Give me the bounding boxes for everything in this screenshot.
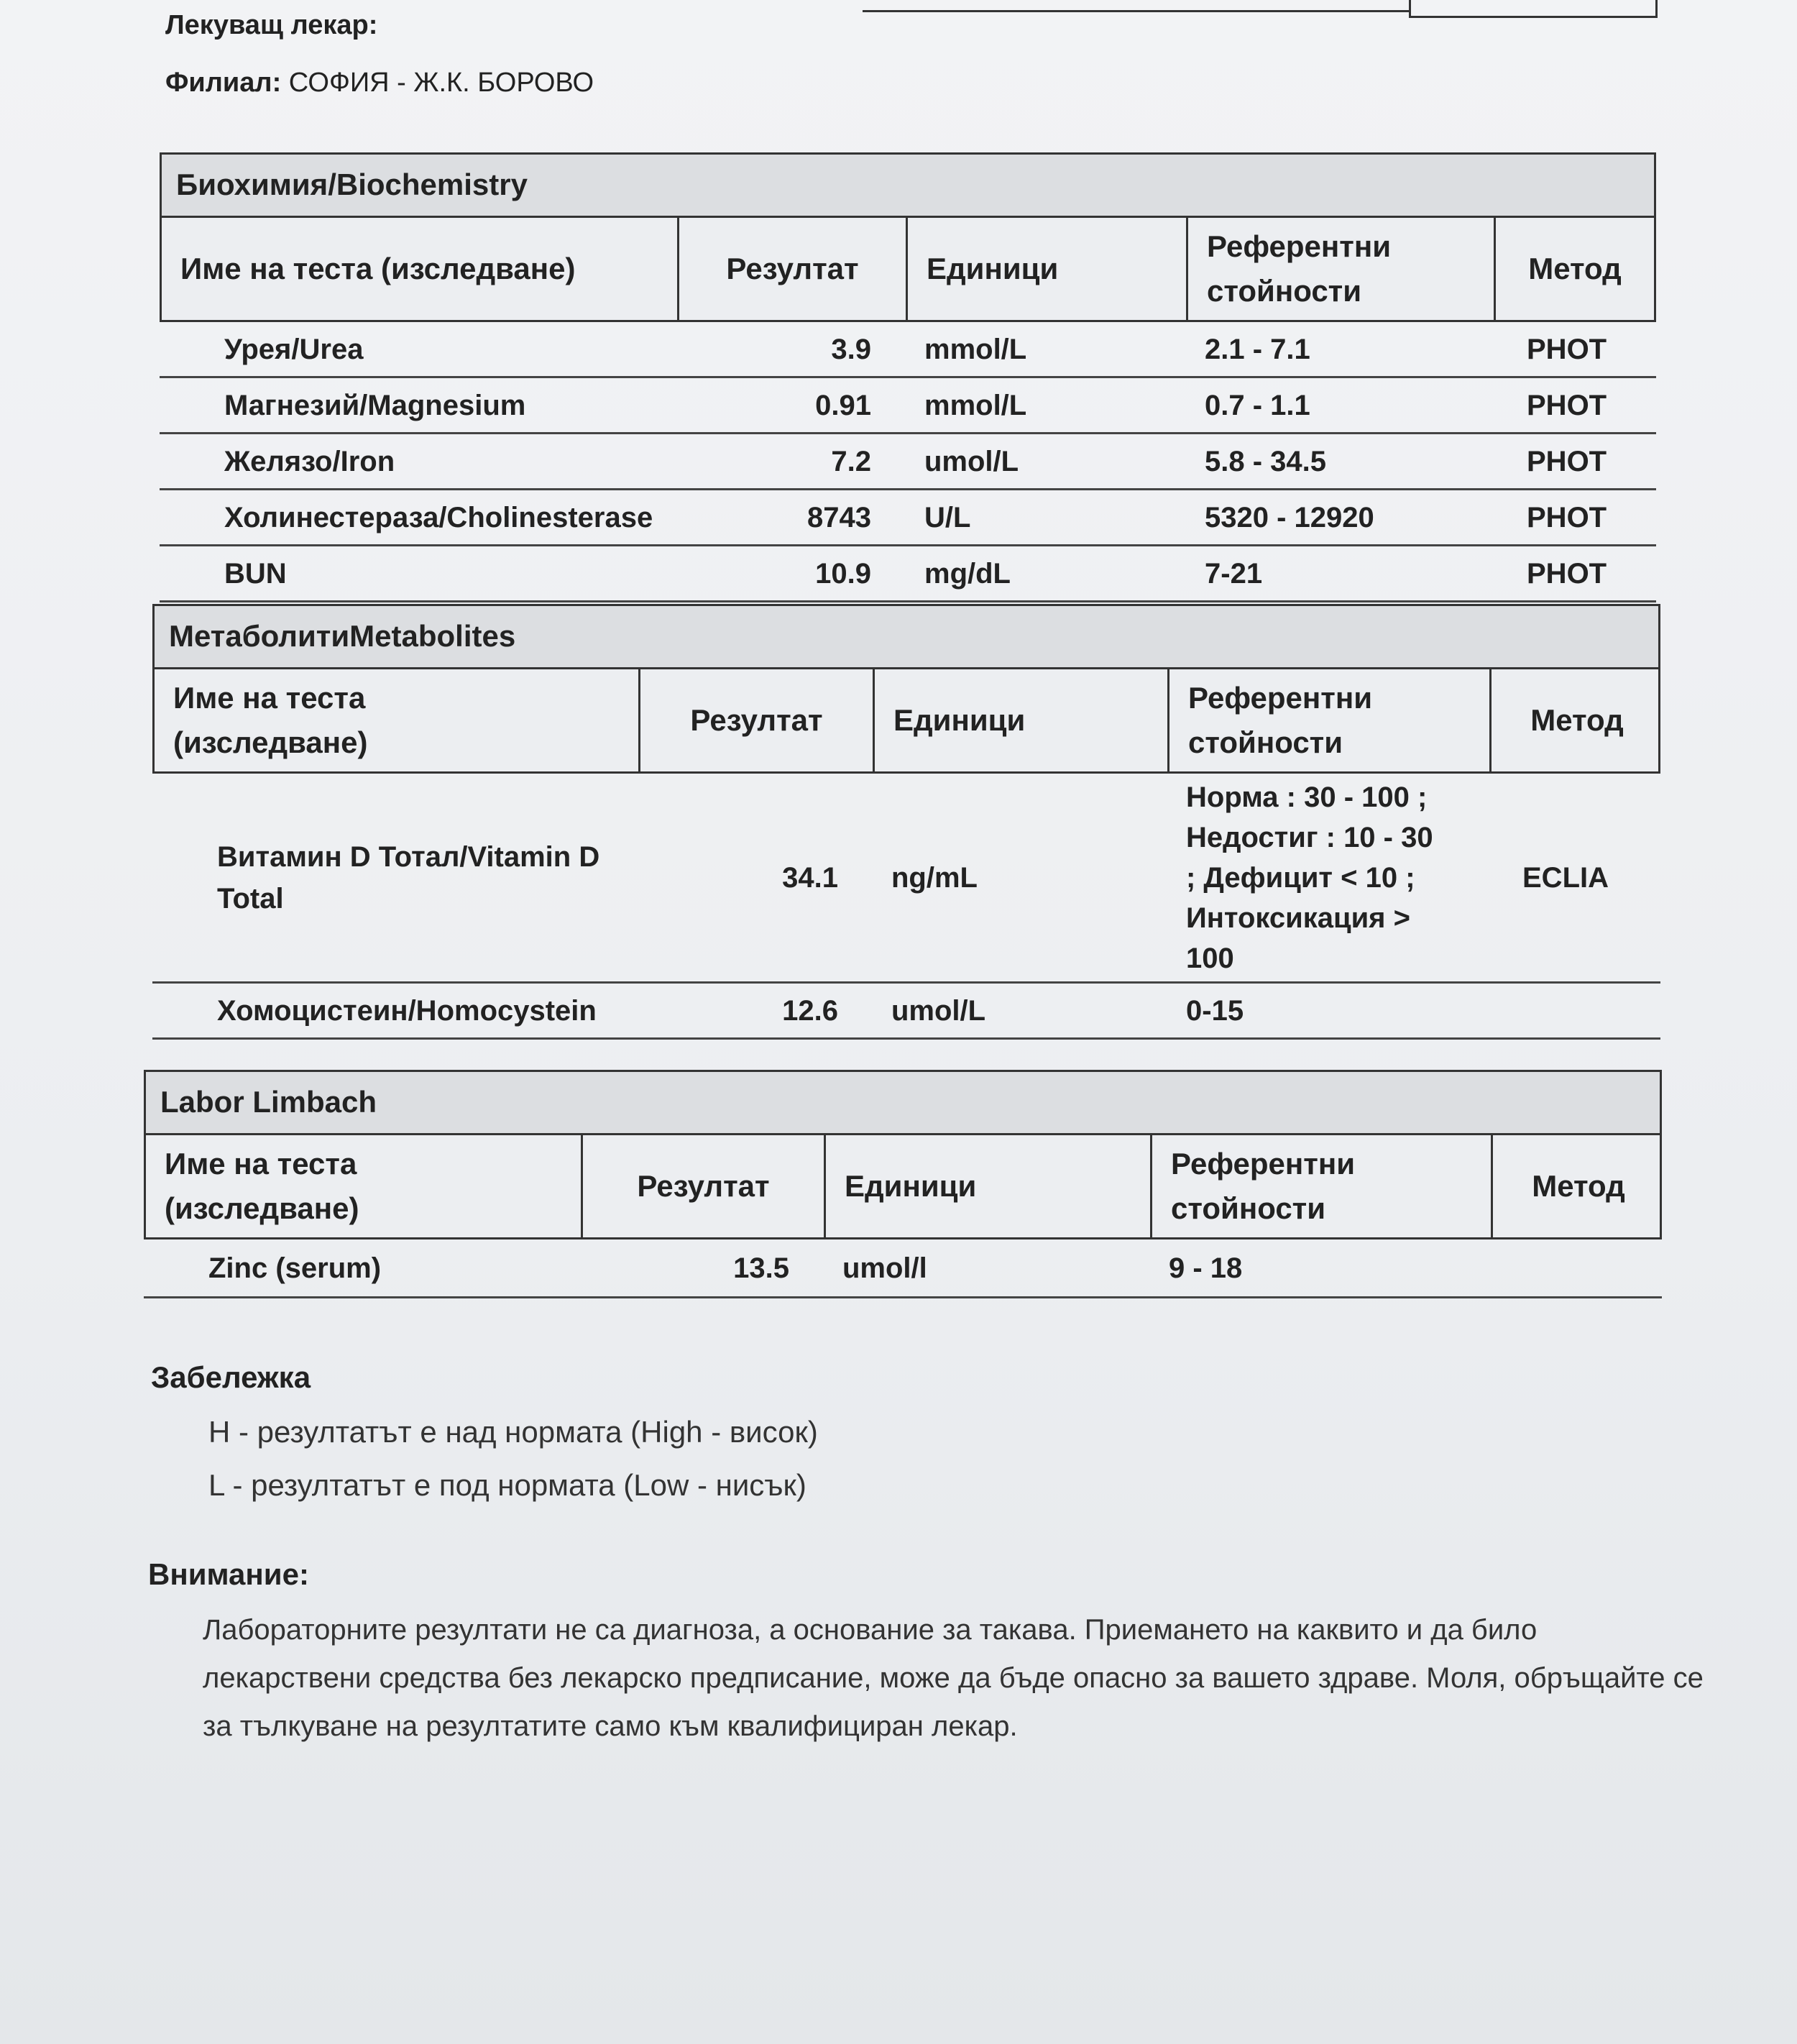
test-units: mg/dL	[924, 557, 1011, 590]
table-header	[144, 1133, 1662, 1239]
ref-line: 100	[1186, 942, 1234, 974]
col-result: Резултат	[583, 1135, 826, 1237]
col-units: Единици	[826, 1135, 1152, 1237]
test-name-line2: Total	[217, 882, 284, 915]
table-row	[160, 546, 1656, 602]
test-method: PHOT	[1527, 389, 1607, 421]
col-ref	[1169, 669, 1492, 771]
test-ref	[1167, 777, 1489, 979]
col-ref	[1188, 218, 1496, 320]
test-ref: 0.7 - 1.1	[1205, 389, 1310, 421]
test-units: U/L	[924, 501, 971, 533]
test-result: 13.5	[733, 1252, 789, 1284]
col-ref-line2: стойности	[1188, 725, 1343, 759]
col-units: Единици	[875, 669, 1169, 771]
test-result: 10.9	[815, 557, 871, 590]
col-units: Единици	[908, 218, 1188, 320]
ref-line: Недостиг : 10 - 30	[1186, 821, 1433, 853]
col-name	[155, 669, 640, 771]
biochemistry-section	[160, 152, 1656, 602]
col-result: Резултат	[640, 669, 875, 771]
col-name-line2: (изследване)	[165, 1191, 359, 1225]
test-name	[152, 836, 638, 920]
test-name: Желязо/Iron	[224, 445, 395, 477]
test-result: 0.91	[815, 389, 871, 421]
table-row	[160, 434, 1656, 490]
table-row	[144, 1239, 1662, 1298]
biochemistry-rows	[160, 322, 1656, 602]
branch-value: СОФИЯ - Ж.К. БОРОВО	[288, 68, 594, 98]
col-name-line2: (изследване)	[173, 725, 368, 759]
notes-title: Забележка	[151, 1360, 311, 1394]
table-row	[152, 984, 1660, 1040]
doctor-label: Лекуващ лекар:	[165, 10, 378, 40]
test-ref: 5.8 - 34.5	[1205, 445, 1327, 477]
test-result: 34.1	[782, 861, 838, 894]
test-ref: 7-21	[1205, 557, 1263, 590]
test-units: ng/mL	[891, 861, 978, 894]
ref-line: Интоксикация >	[1186, 902, 1410, 934]
branch-line	[165, 68, 594, 98]
test-result: 3.9	[831, 333, 871, 365]
test-ref: 0-15	[1186, 994, 1244, 1027]
test-units: umol/L	[924, 445, 1019, 477]
col-method: Метод	[1528, 252, 1622, 285]
section-title: МетаболитиMetabolites	[152, 604, 1660, 667]
note-low: L - резултатът е под нормата (Low - нисък)	[208, 1468, 806, 1502]
table-row	[152, 774, 1660, 984]
top-rule	[863, 10, 1409, 12]
col-result: Резултат	[679, 218, 908, 320]
test-units: umol/L	[891, 994, 986, 1027]
test-name: Zinc (serum)	[208, 1252, 382, 1284]
col-method: Метод	[1532, 1169, 1625, 1203]
test-name: Холинестераза/Cholinesterase	[224, 501, 653, 533]
test-name-line1: Витамин D Тотал/Vitamin D	[217, 840, 600, 873]
col-name-line1: Име на теста	[165, 1147, 357, 1181]
test-units: mmol/L	[924, 389, 1027, 421]
col-ref-line1: Референтни	[1188, 681, 1373, 715]
test-units: umol/l	[842, 1252, 927, 1284]
table-row	[160, 378, 1656, 434]
branch-label: Филиал:	[165, 68, 282, 98]
limbach-section	[144, 1070, 1662, 1298]
test-method: ECLIA	[1522, 861, 1609, 894]
test-name: Хомоцистеин/Homocystein	[217, 994, 597, 1027]
table-row	[160, 322, 1656, 378]
warning-title: Внимание:	[148, 1557, 309, 1591]
table-row	[160, 490, 1656, 546]
test-name: BUN	[224, 557, 287, 590]
col-name	[146, 1135, 583, 1237]
metabolites-section	[152, 604, 1660, 1040]
test-result: 7.2	[831, 445, 871, 477]
col-name-line1: Име на теста	[173, 681, 366, 715]
test-method: PHOT	[1527, 333, 1607, 365]
ref-line: ; Дефицит < 10 ;	[1186, 861, 1415, 894]
test-name: Магнезий/Magnesium	[224, 389, 526, 421]
col-ref	[1152, 1135, 1493, 1237]
test-result: 12.6	[782, 994, 838, 1027]
test-ref: 2.1 - 7.1	[1205, 333, 1310, 365]
test-method: PHOT	[1527, 445, 1607, 477]
top-box	[1409, 0, 1658, 18]
table-header	[152, 667, 1660, 774]
note-high: H - резултатът е над нормата (High - висок)	[208, 1415, 818, 1449]
test-method: PHOT	[1527, 557, 1607, 590]
test-name: Урея/Urea	[224, 333, 364, 365]
col-ref-line2: стойности	[1171, 1191, 1326, 1225]
table-header	[160, 216, 1656, 322]
col-ref-line2: стойности	[1207, 274, 1362, 308]
col-ref-line1: Референтни	[1207, 229, 1392, 263]
section-title: Биохимия/Biochemistry	[160, 152, 1656, 216]
section-title: Labor Limbach	[144, 1070, 1662, 1133]
col-ref-line1: Референтни	[1171, 1147, 1356, 1181]
test-method: PHOT	[1527, 501, 1607, 533]
ref-line: Норма : 30 - 100 ;	[1186, 781, 1428, 813]
test-ref: 5320 - 12920	[1205, 501, 1374, 533]
col-method: Метод	[1530, 703, 1624, 737]
test-result: 8743	[807, 501, 871, 533]
test-units: mmol/L	[924, 333, 1027, 365]
col-name: Име на теста (изследване)	[162, 218, 679, 320]
warning-text: Лабораторните резултати не са диагноза, а основание за такава. Приемането на каквито и да било лекарствени средства без лекарско предписание, може да бъде опасно за вашето здраве. Моля, обръщайте се за тълкуване на резултатите само към квалифициран лекар.	[203, 1614, 1704, 1742]
test-ref: 9 - 18	[1169, 1252, 1243, 1284]
